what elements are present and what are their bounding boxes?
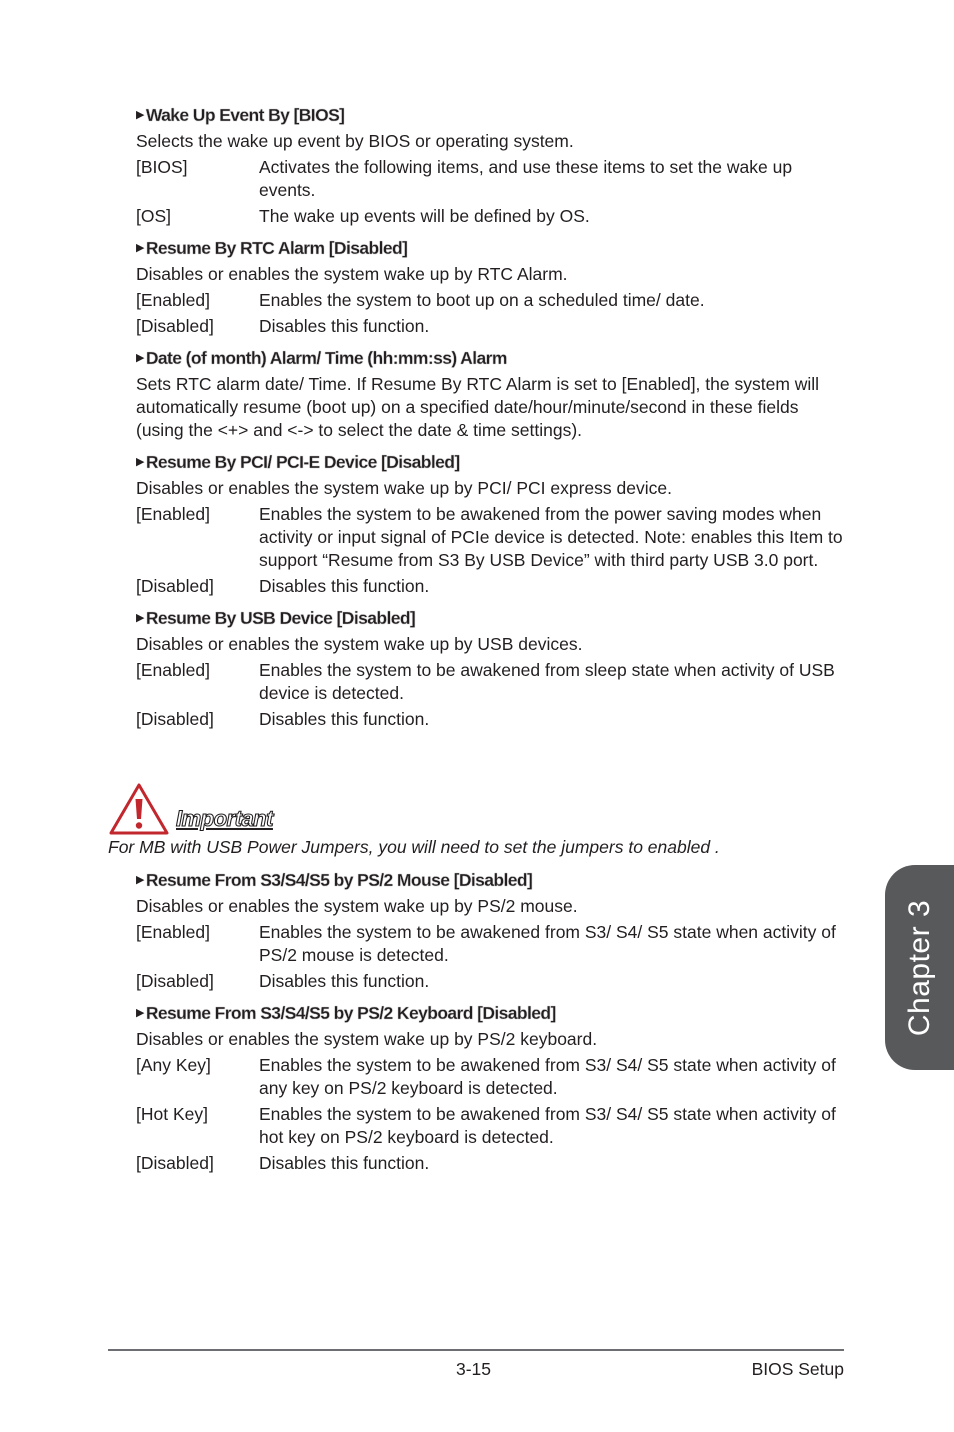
option-value: Enables the system to be awakened from S3/ S4/ S5 state when activity of PS/2 mouse is detected. <box>259 922 836 965</box>
setting-option <box>136 708 846 731</box>
setting-option <box>136 921 846 967</box>
setting-option <box>136 1152 846 1175</box>
setting-section <box>136 869 846 993</box>
option-key: [Any Key] <box>136 1055 211 1075</box>
important-header <box>108 782 848 836</box>
option-key: [Disabled] <box>136 576 214 596</box>
setting-option <box>136 1103 846 1149</box>
option-value: Enables the system to be awakened from S3/ S4/ S5 state when activity of any key on PS/2 keyboard is detected. <box>259 1055 836 1098</box>
setting-description: Disables or enables the system wake up by PS/2 keyboard. <box>136 1029 598 1049</box>
setting-section <box>136 1002 846 1175</box>
chapter-label: Chapter 3 <box>903 899 936 1036</box>
option-key: [Hot Key] <box>136 1104 208 1124</box>
option-key: [Enabled] <box>136 660 210 680</box>
option-value: Enables the system to be awakened from the power saving modes when activity or input signal of PCIe device is detected. Note: enables this Item to support “Resume from S3 By USB Device” with third party USB 3.0 port. <box>259 504 843 570</box>
setting-heading <box>136 347 846 369</box>
setting-section <box>136 237 846 338</box>
option-key: [Disabled] <box>136 709 214 729</box>
setting-description: Disables or enables the system wake up by USB devices. <box>136 634 583 654</box>
option-key: [BIOS] <box>136 157 188 177</box>
setting-description: Disables or enables the system wake up by PCI/ PCI express device. <box>136 478 672 498</box>
page-number: 3-15 <box>456 1359 492 1379</box>
setting-section <box>136 607 846 731</box>
option-key: [Enabled] <box>136 922 210 942</box>
option-key: [Enabled] <box>136 504 210 524</box>
setting-heading-text: Resume By PCI/ PCI-E Device [Disabled] <box>145 452 460 472</box>
setting-option <box>136 970 846 993</box>
option-key: [Disabled] <box>136 971 214 991</box>
setting-option <box>136 575 846 598</box>
option-value: Disables this function. <box>259 1153 430 1173</box>
setting-option <box>136 315 846 338</box>
setting-section <box>136 451 846 598</box>
setting-heading-text: Date (of month) Alarm/ Time (hh:mm:ss) Alarm <box>145 348 507 368</box>
settings-list-top <box>136 104 846 740</box>
option-value: Disables this function. <box>259 971 430 991</box>
setting-option <box>136 1054 846 1100</box>
option-value: Disables this function. <box>259 576 430 596</box>
option-value: The wake up events will be defined by OS. <box>259 206 590 226</box>
triangle-bullet-icon: ▶ <box>136 874 144 886</box>
important-text: For MB with USB Power Jumpers, you will need to set the jumpers to enabled . <box>108 837 720 857</box>
setting-heading-text: Resume From S3/S4/S5 by PS/2 Keyboard [Disabled] <box>145 1003 556 1023</box>
setting-heading <box>136 451 846 473</box>
triangle-bullet-icon: ▶ <box>136 352 144 364</box>
setting-option <box>136 659 846 705</box>
important-note <box>108 782 848 858</box>
setting-description: Disables or enables the system wake up by RTC Alarm. <box>136 264 568 284</box>
chapter-tab <box>885 865 954 1070</box>
setting-heading-text: Resume By RTC Alarm [Disabled] <box>145 238 408 258</box>
triangle-bullet-icon: ▶ <box>136 1007 144 1019</box>
setting-description: Selects the wake up event by BIOS or operating system. <box>136 131 574 151</box>
setting-description: Disables or enables the system wake up by PS/2 mouse. <box>136 896 578 916</box>
setting-heading <box>136 607 846 629</box>
setting-section <box>136 104 846 228</box>
footer-divider <box>108 1349 844 1351</box>
setting-heading <box>136 1002 846 1024</box>
option-key: [Disabled] <box>136 1153 214 1173</box>
setting-option <box>136 205 846 228</box>
option-value: Activates the following items, and use these items to set the wake up events. <box>259 157 793 200</box>
option-key: [Disabled] <box>136 316 214 336</box>
option-key: [OS] <box>136 206 172 226</box>
footer-section-title: BIOS Setup <box>751 1359 844 1379</box>
option-value: Enables the system to be awakened from S3/ S4/ S5 state when activity of hot key on PS/2 keyboard is detected. <box>259 1104 836 1147</box>
option-key: [Enabled] <box>136 290 210 310</box>
warning-triangle-icon <box>108 782 170 836</box>
option-value: Enables the system to be awakened from sleep state when activity of USB device is detected. <box>259 660 835 703</box>
setting-option <box>136 503 846 572</box>
setting-description: Sets RTC alarm date/ Time. If Resume By RTC Alarm is set to [Enabled], the system will automatically resume (boot up) on a specified date/hour/minute/second in these fields (using the <+> and <-> to select the date & time settings). <box>136 374 820 440</box>
setting-heading <box>136 237 846 259</box>
setting-heading-text: Wake Up Event By [BIOS] <box>145 105 345 125</box>
setting-heading <box>136 869 846 891</box>
settings-list-bottom <box>136 869 846 1184</box>
setting-option <box>136 289 846 312</box>
setting-heading-text: Resume By USB Device [Disabled] <box>145 608 416 628</box>
triangle-bullet-icon: ▶ <box>136 109 144 121</box>
triangle-bullet-icon: ▶ <box>136 456 144 468</box>
option-value: Disables this function. <box>259 709 430 729</box>
setting-heading-text: Resume From S3/S4/S5 by PS/2 Mouse [Disabled] <box>145 870 533 890</box>
option-value: Disables this function. <box>259 316 430 336</box>
triangle-bullet-icon: ▶ <box>136 242 144 254</box>
important-title: Important <box>176 806 273 831</box>
setting-heading <box>136 104 846 126</box>
triangle-bullet-icon: ▶ <box>136 612 144 624</box>
setting-option <box>136 156 846 202</box>
option-value: Enables the system to boot up on a scheduled time/ date. <box>259 290 705 310</box>
setting-section <box>136 347 846 442</box>
